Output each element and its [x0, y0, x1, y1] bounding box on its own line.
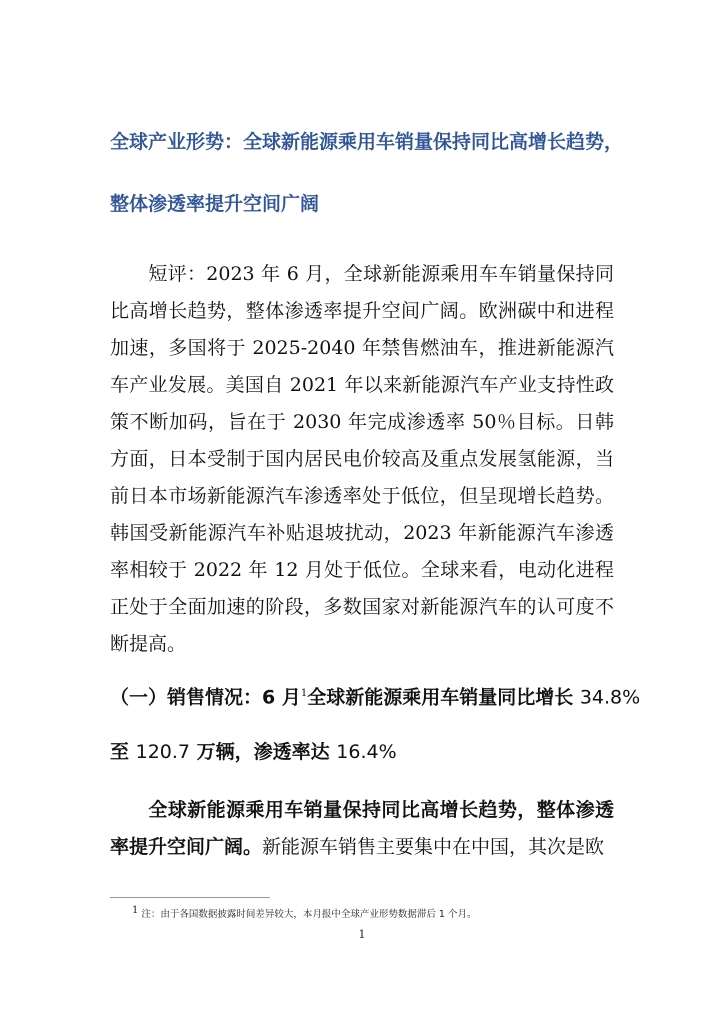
section-line1-text: 全球新能源乘用车销量同比增长 [307, 686, 580, 709]
growth-value: 34.8% [579, 686, 641, 709]
section-line2-mid: 万辆，渗透率达 [190, 741, 337, 763]
section-heading-line-1 [110, 682, 641, 709]
sales-volume-value: 120.7 [135, 741, 191, 763]
footnote-reference[interactable]: 1 [300, 688, 308, 699]
body-paragraph [110, 792, 614, 866]
section-heading-line-2 [110, 740, 630, 764]
page-number: 1 [358, 928, 366, 941]
footnote-text: 注：由于各国数据披露时间差异较大，本月报中全球产业形势数据滞后 1 个月。 [138, 909, 477, 921]
heading-line-2: 整体渗透率提升空间广阔 [110, 193, 320, 215]
heading-line-1: 全球产业形势：全球新能源乘用车销量保持同比高增长趋势， [110, 131, 624, 153]
penetration-value: 16.4% [336, 741, 397, 763]
footnote-divider [110, 897, 270, 898]
summary-text: 短评：2023 年 6 月，全球新能源乘用车车销量保持同比高增长趋势，整体渗透率提升空间广阔。欧洲碳中和进程加速，多国将于 2025-2040 年禁售燃油车，推进新能源汽车产业发展。美国自 2021 年以来新能源汽车产业支持性政策不断加码，旨在于 2030 年完成渗透率 50％目标。日韩方面，日本受制于国内居民电价较高及重点发展氢能源，当前日本市场新能源汽车渗透率处于低位，但呈现增长趋势。韩国受新能源汽车补贴退坡扰动，2023 年新能源汽车渗透率相较于 2022 年 12 月处于低位。全球来看，电动化进程正处于全面加速的阶段，多数国家对新能源汽车的认可度不断提高。 [110, 263, 614, 655]
section-line2-prefix: 至 [110, 741, 136, 763]
footnote-marker: 1 [132, 905, 139, 916]
section-prefix: （一）销售情况：6 月 [110, 686, 301, 709]
summary-paragraph [110, 256, 614, 663]
footnote [132, 905, 612, 920]
body-bold-lead: 全球新能源乘用车销量保持同比高增长趋势，整体渗透率提升空间广阔。 [110, 799, 614, 858]
body-text: 新能源车销售主要集中在中国，其次是欧 [262, 836, 605, 858]
